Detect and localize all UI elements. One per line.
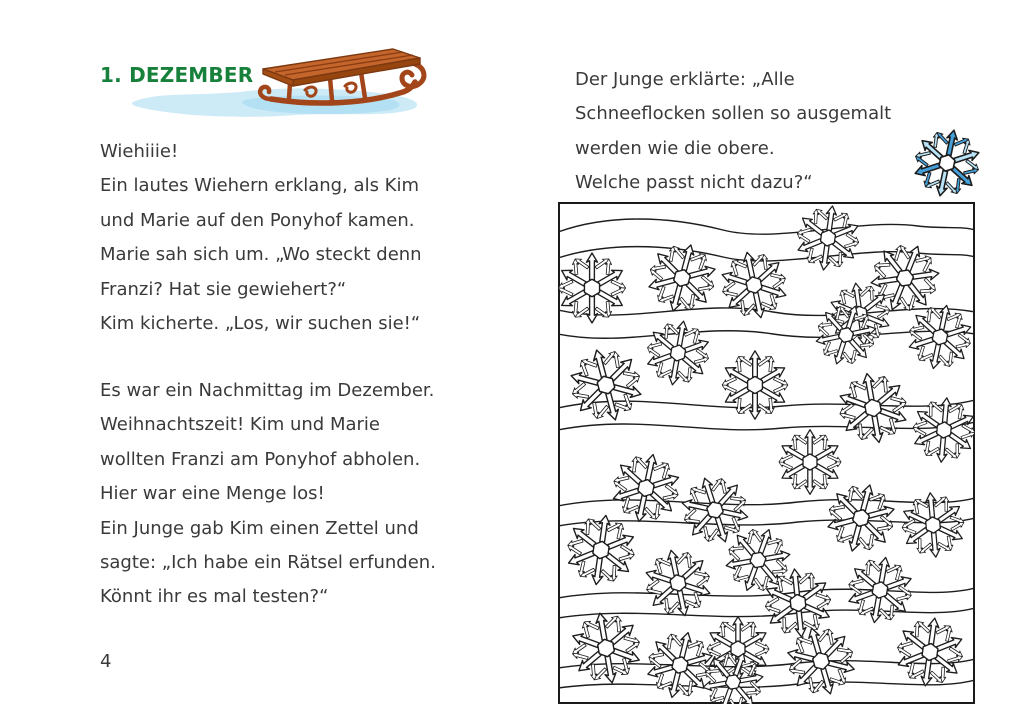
text-line: Hier war eine Menge los! xyxy=(100,483,325,505)
chapter-heading: 1. DEZEMBER xyxy=(100,63,254,87)
text-line: Welche passt nicht dazu?“ xyxy=(575,172,813,194)
text-line: Könnt ihr es mal testen?“ xyxy=(100,586,329,608)
story-paragraph-1 xyxy=(100,135,422,341)
text-line: wollten Franzi am Ponyhof abholen. xyxy=(100,448,421,470)
sled-deck xyxy=(263,49,420,86)
text-line: Franzi? Hat sie gewiehert?“ xyxy=(100,278,347,300)
text-line: Marie sah sich um. „Wo steckt denn xyxy=(100,244,422,266)
text-line: Ein lautes Wiehern erklang, als Kim xyxy=(100,175,420,197)
blue-snowflake-icon xyxy=(902,118,992,208)
text-line: Kim kicherte. „Los, wir suchen sie!“ xyxy=(100,313,421,335)
text-line: Ein Junge gab Kim einen Zettel und xyxy=(100,517,419,539)
story-paragraph-2 xyxy=(100,374,436,615)
page-number: 4 xyxy=(100,651,112,672)
text-line: werden wie die obere. xyxy=(575,137,775,159)
text-line: Es war ein Nachmittag im Dezember. xyxy=(100,380,435,401)
text-line: Weihnachtszeit! Kim und Marie xyxy=(100,414,380,436)
sled-illustration xyxy=(125,42,435,127)
text-line: Schneeflocken sollen so ausgemalt xyxy=(575,103,892,125)
snowflake-coloring-puzzle xyxy=(558,202,975,704)
text-line: Der Junge erklärte: „Alle xyxy=(575,69,795,90)
puzzle-intro-text xyxy=(575,63,891,201)
text-line: und Marie auf den Ponyhof kamen. xyxy=(100,209,415,231)
text-line: Wiehiiie! xyxy=(100,141,179,162)
text-line: sagte: „Ich habe ein Rätsel erfunden. xyxy=(100,552,436,574)
